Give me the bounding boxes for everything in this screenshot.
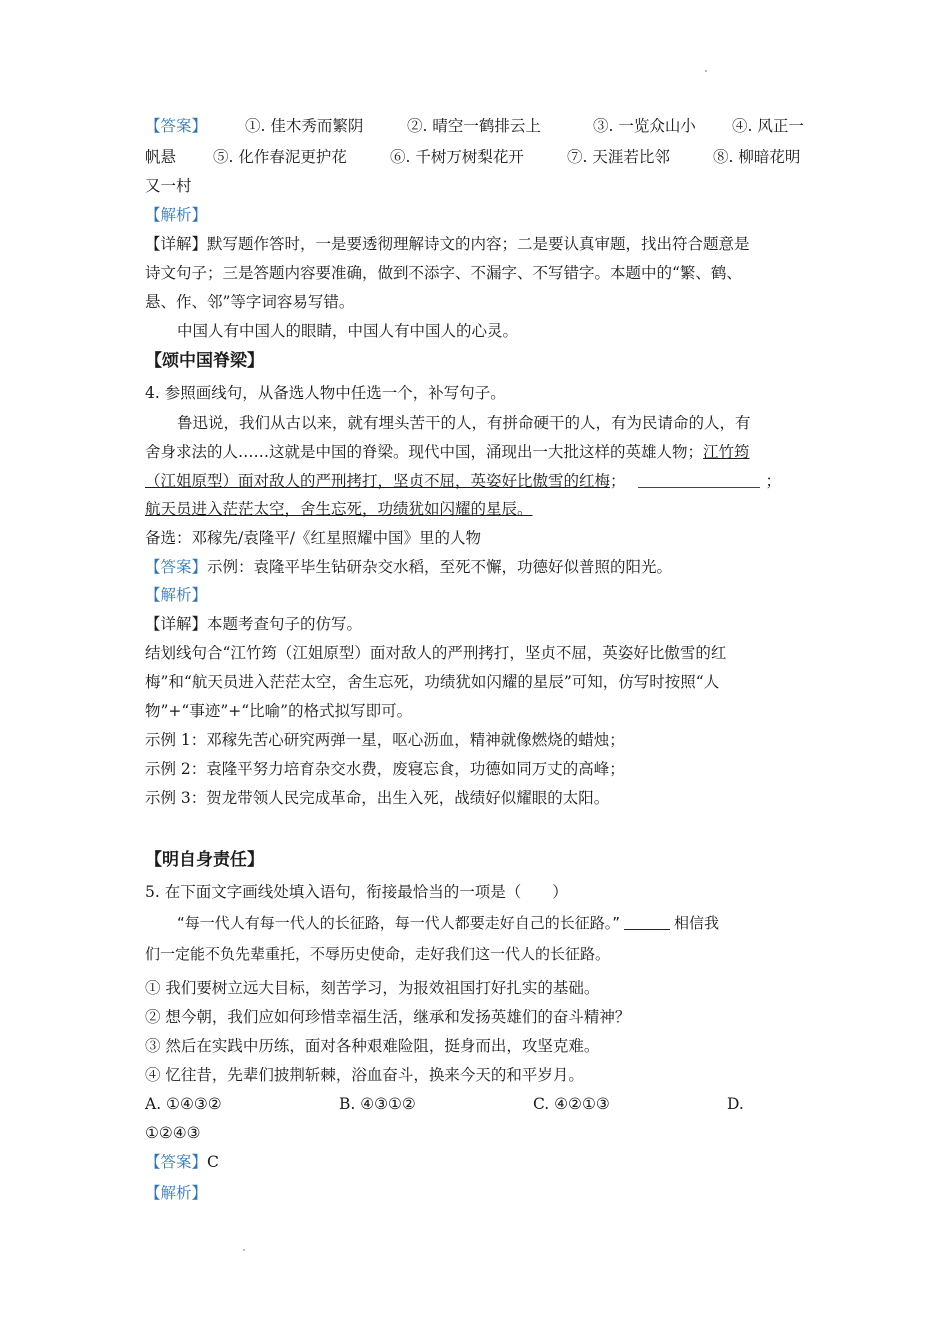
- q5-options-row: [145, 1093, 810, 1115]
- analysis-tag: 【解析】: [145, 1184, 208, 1202]
- answer-item: ⑤. 化作春泥更护花: [213, 148, 347, 166]
- q3-answer-line-2: [145, 146, 810, 168]
- punctuation: ；: [765, 472, 782, 490]
- answer-text: C: [207, 1153, 219, 1171]
- q4-options: 备选：邓稼先/袁隆平/《红星照耀中国》里的人物: [145, 529, 481, 547]
- q3-detail-2: 诗文句子；三是答题内容要准确，做到不添字、不漏字、不写错字。本题中的“繁、鹤、: [145, 264, 742, 282]
- q4-example-1: 示例 1：邓稼先苦心研究两弹一星，呕心沥血，精神就像燃烧的蜡烛；: [145, 731, 625, 749]
- q4-passage-3: [145, 470, 810, 492]
- passage-text: 舍身求法的人……这就是中国的脊梁。现代中国，涌现出一大批这样的英雄人物；: [145, 443, 704, 461]
- fill-blank[interactable]: [624, 915, 670, 930]
- option-c[interactable]: C. ④②①③: [533, 1095, 610, 1113]
- underlined-text: 江竹筠: [703, 443, 750, 461]
- q5-option-d-cont: ①②④③: [145, 1124, 201, 1142]
- section-title-1: 【颂中国脊梁】: [145, 351, 264, 371]
- q5-quote-1: [177, 912, 842, 934]
- answer-text: 示例：袁隆平毕生钻研杂交水稻，至死不懈，功德好似普照的阳光。: [207, 558, 673, 576]
- answer-item: ⑦. 天涯若比邻: [567, 148, 670, 166]
- quote-text: “每一代人有每一代人的长征路，每一代人都要走好自己的长征路。”: [177, 914, 621, 932]
- q3-detail-1: [145, 233, 810, 255]
- option-a[interactable]: A. ①④③②: [145, 1095, 222, 1113]
- scan-speck: [705, 70, 707, 72]
- quote-text: 相信我: [674, 914, 720, 932]
- option-d[interactable]: D.: [727, 1095, 744, 1113]
- detail-tag: 【详解】: [145, 235, 208, 253]
- answer-item: 又一村: [145, 177, 192, 195]
- q4-explain-3: 物”+“事迹”+“比喻”的格式拟写即可。: [145, 702, 413, 720]
- q3-detail-3: 悬、作、邻”等字词容易写错。: [145, 293, 355, 311]
- q5-answer: [145, 1151, 810, 1173]
- q5-quote-2: 们一定能不负先辈重托，不辱历史使命，走好我们这一代人的长征路。: [145, 945, 611, 963]
- section-title-2: 【明自身责任】: [145, 850, 264, 870]
- q4-answer: [145, 556, 810, 578]
- detail-text: 本题考查句子的仿写。: [207, 615, 363, 633]
- fill-blank[interactable]: [638, 473, 760, 488]
- answer-item: ⑥. 千树万树梨花开: [390, 148, 524, 166]
- transition-sentence: 中国人有中国人的眼睛，中国人有中国人的心灵。: [177, 322, 519, 340]
- answer-tag: 【答案】: [145, 558, 208, 576]
- q3-answer-line-3: [145, 175, 810, 197]
- analysis-tag: 【解析】: [145, 586, 208, 604]
- answer-item: ④. 风正一: [732, 117, 804, 135]
- answer-tag: 【答案】: [145, 1153, 208, 1171]
- punctuation: ；: [610, 472, 626, 490]
- q4-detail: [145, 613, 810, 635]
- underlined-text: （江姐原型）面对敌人的严刑拷打，坚贞不屈，英姿好比傲雪的红梅: [145, 472, 611, 490]
- q4-explain-1: 结划线句合“江竹筠（江姐原型）面对敌人的严刑拷打，坚贞不屈，英姿好比傲雪的红: [145, 644, 727, 662]
- answer-item: ②. 晴空一鹤排云上: [407, 117, 541, 135]
- q3-answer-line-1: [145, 115, 810, 137]
- q4-explain-2: 梅”和“航天员进入茫茫太空，舍生忘死，功绩犹如闪耀的星辰”可知，仿写时按照“人: [145, 673, 720, 691]
- q5-sentence-1: ① 我们要树立远大目标，刻苦学习，为报效祖国打好扎实的基础。: [145, 979, 600, 997]
- underlined-text: 航天员进入茫茫太空，舍生忘死，功绩犹如闪耀的星辰。: [145, 500, 533, 518]
- detail-tag: 【详解】: [145, 615, 208, 633]
- answer-item: 帆悬: [145, 148, 177, 166]
- q5-sentence-3: ③ 然后在实践中历练，面对各种艰难险阻，挺身而出，攻坚克难。: [145, 1037, 600, 1055]
- q4-example-3: 示例 3：贺龙带领人民完成革命，出生入死，战绩好似耀眼的太阳。: [145, 789, 610, 807]
- q5-stem: 5. 在下面文字画线处填入语句，衔接最恰当的一项是（ ）: [145, 883, 568, 901]
- q4-passage-2: [145, 441, 810, 463]
- q4-example-2: 示例 2：袁隆平努力培育杂交水费，废寝忘食，功德如同万丈的高峰；: [145, 760, 625, 778]
- detail-text: 默写题作答时，一是要透彻理解诗文的内容；二是要认真审题，找出符合题意是: [207, 235, 750, 253]
- answer-item: ①. 佳木秀而繁阴: [245, 117, 364, 135]
- answer-tag: 【答案】: [145, 117, 208, 135]
- analysis-tag: 【解析】: [145, 206, 208, 224]
- q4-passage-4: [145, 498, 810, 520]
- scan-speck: [243, 1249, 245, 1251]
- answer-item: ⑧. 柳暗花明: [713, 148, 801, 166]
- answer-item: ③. 一览众山小: [593, 117, 696, 135]
- option-b[interactable]: B. ④③①②: [339, 1095, 416, 1113]
- q5-sentence-4: ④ 忆往昔，先辈们披荆斩棘，浴血奋斗，换来今天的和平岁月。: [145, 1066, 584, 1084]
- q4-passage-1: 鲁迅说，我们从古以来，就有埋头苦干的人，有拼命硬干的人，有为民请命的人，有: [177, 414, 751, 432]
- q5-sentence-2: ② 想今朝，我们应如何珍惜幸福生活，继承和发扬英雄们的奋斗精神？: [145, 1008, 631, 1026]
- q4-stem: 4. 参照画线句，从备选人物中任选一个，补写句子。: [145, 384, 506, 402]
